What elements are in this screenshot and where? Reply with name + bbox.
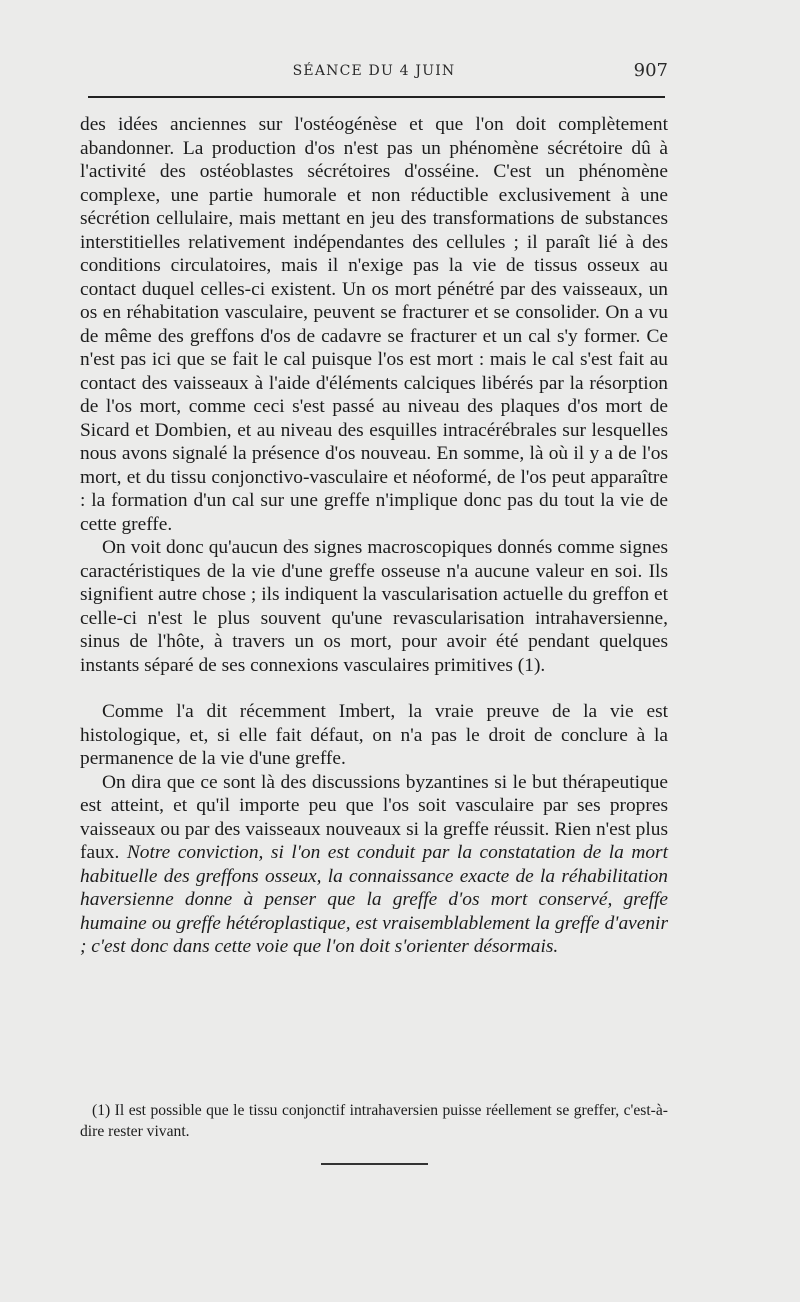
running-head <box>80 60 668 86</box>
footnote <box>80 1100 668 1142</box>
header-rule <box>88 96 665 98</box>
page-number: 907 <box>633 60 668 81</box>
paragraph-4 <box>80 771 668 959</box>
paragraph-4-roman: On dira que ce sont là des discussions byzantines si le but thérapeutique est atteint, et qu'il importe peu que l'os soit vasculaire par ses propres vaisseaux ou par des vaisseaux nouveaux si la greffe réussit. Rien n'est plus faux. <box>80 771 668 863</box>
end-rule <box>321 1163 428 1165</box>
paragraph-4-italic: Notre conviction, si l'on est conduit par la constatation de la mort habituelle des greffons osseux, la connaissance exacte de la réhabilitation haversienne donne à penser que la greffe d'os mort conservé, greffe humaine ou greffe hétéroplastique, est vraisemblablement la greffe d'avenir ; c'est donc dans cette voie que l'on doit s'orienter désormais. <box>80 842 668 957</box>
paragraph-2: On voit donc qu'aucun des signes macroscopiques donnés comme signes caractéristiques de la vie d'une greffe osseuse n'a aucune valeur en soi. Ils signifient autre chose ; ils indiquent la vascularisation actuelle du greffon et celle-ci n'est le plus souvent qu'une revascularisation intrahaversienne, sinus de l'hôte, à travers un os mort, pour avoir été pendant quelques instants séparé de ses connexions vasculaires primitives (1). <box>80 537 668 676</box>
footnote-text: (1) Il est possible que le tissu conjonctif intrahaversien puisse réellement se greffer, c'est-à-dire rester vivant. <box>80 1102 668 1140</box>
paragraph-1: des idées anciennes sur l'ostéogénèse et que l'on doit complètement abandonner. La production d'os n'est pas un phénomène sécrétoire dû à l'activité des ostéoblastes sécrétoires d'osséine. C'est un phénomène complexe, une partie humorale et non réductible exclusivement à une sécrétion cellulaire, mais mettant en jeu des transformations de substances interstitielles relativement indépendantes des cellules ; il paraît lié à des conditions circulatoires, mais il n'exige pas la vie de tissus osseux au contact duquel celles-ci existent. Un os mort pénétré par des vaisseaux, un os en réhabitation vasculaire, peuvent se fracturer et se consolider. On a vu de même des greffons d'os de cadavre se fracturer et un cal s'y former. Ce n'est pas ici que se fait le cal puisque l'os est mort : mais le cal s'est fait au contact des vaisseaux à l'aide d'éléments calciques libérés par la résorption de l'os mort, comme ceci s'est passé au niveau des plaques d'os mort de Sicard et Dombien, et au niveau des esquilles intracérébrales sur lesquelles nous avons signalé la présence d'os nouveau. En somme, là où il y a de l'os mort, et du tissu conjonctivo-vasculaire et néoformé, de l'os peut apparaître : la formation d'un cal sur une greffe n'implique donc pas du tout la vie de cette greffe. <box>80 114 668 535</box>
running-title: SÉANCE DU 4 JUIN <box>292 63 456 79</box>
body-text <box>80 113 668 959</box>
paragraph-3: Comme l'a dit récemment Imbert, la vraie preuve de la vie est histologique, et, si elle fait défaut, on n'a pas le droit de conclure à la permanence de la vie d'une greffe. <box>80 701 668 769</box>
